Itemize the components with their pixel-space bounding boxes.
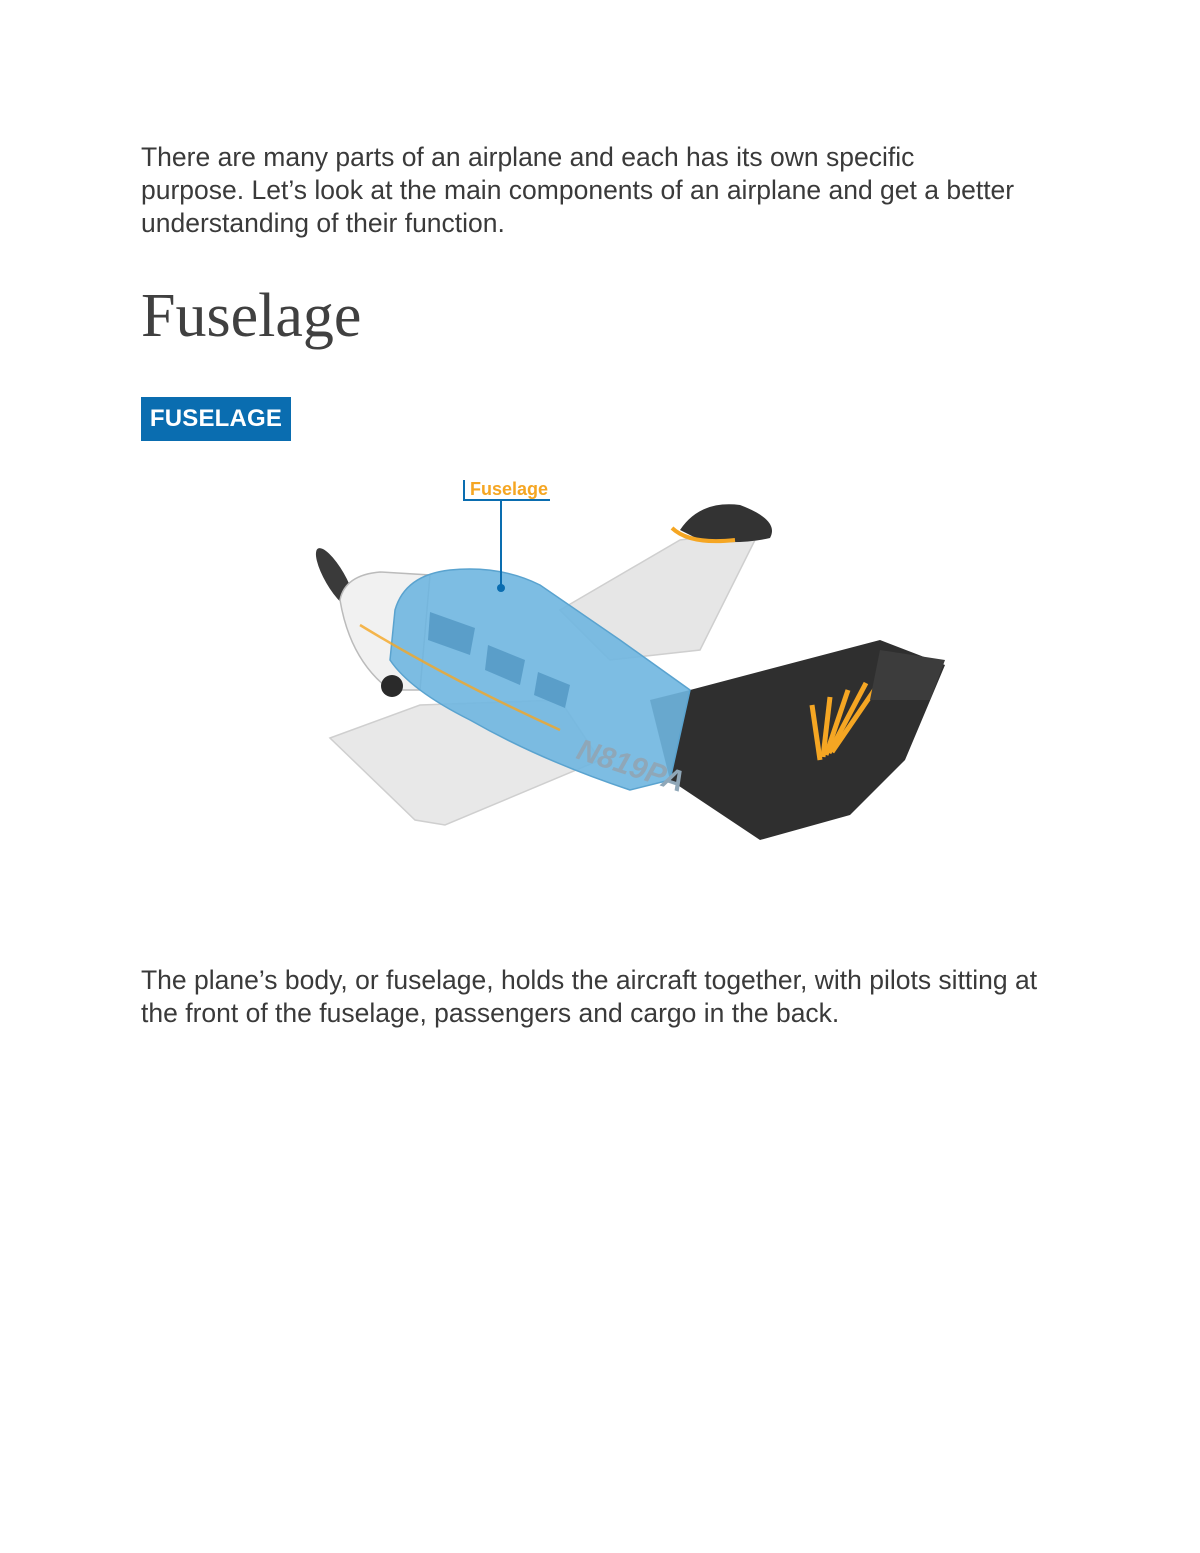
horizontal-stabilizer bbox=[870, 650, 945, 700]
intro-paragraph: There are many parts of an airplane and each has its own specific purpose. Let’s look at the main components of an airplane and get a better understanding of their function. bbox=[141, 142, 1015, 238]
wingtip-cap bbox=[680, 504, 772, 542]
landing-gear bbox=[381, 675, 403, 697]
caption-paragraph: The plane’s body, or fuselage, holds the aircraft together, with pilots sitting at the front of the fuselage, passengers and cargo in the back. bbox=[141, 965, 1038, 1028]
callout-dot bbox=[497, 584, 505, 592]
airplane-diagram bbox=[300, 470, 960, 850]
fuselage-banner: FUSELAGE bbox=[141, 397, 291, 441]
tail-number: N819PA bbox=[572, 733, 689, 800]
section-heading: Fuselage bbox=[141, 282, 362, 350]
callout-label: Fuselage bbox=[470, 479, 549, 499]
